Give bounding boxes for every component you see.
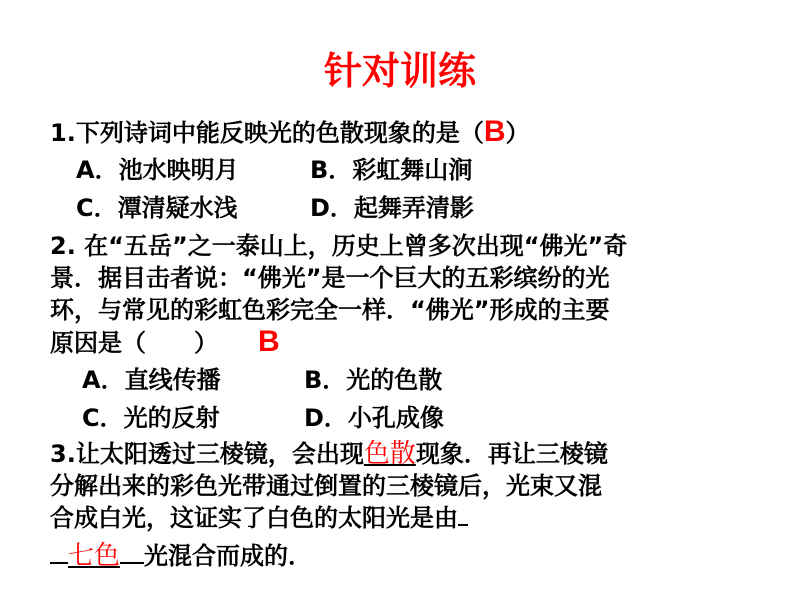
q3-line-1	[50, 438, 608, 470]
q3-line-4	[50, 540, 312, 572]
page-title: 针对训练	[323, 49, 476, 93]
q2-option-b: B．光的色散	[304, 366, 443, 394]
q1-option-c: C．潭清疑水浅	[76, 194, 238, 222]
q1-answer: B	[483, 115, 506, 148]
q1-option-a: A．池水映明月	[76, 156, 239, 184]
q2-option-a: A．直线传播	[82, 366, 221, 394]
q2-line-4	[50, 326, 280, 359]
q3-line1-pre: 3.让太阳透过三棱镜，会出现	[50, 440, 364, 468]
q1-option-b: B．彩虹舞山涧	[310, 156, 473, 184]
q1-close-paren: ）	[505, 119, 530, 147]
q1-stem-line	[50, 116, 530, 149]
q3-blank-2: 七色	[68, 541, 121, 571]
q1-stem: 1.下列诗词中能反映光的色散现象的是（	[50, 119, 484, 147]
q2-line-2: 景．据目击者说：“佛光”是一个巨大的五彩缤纷的光	[50, 264, 610, 292]
q2-line-1: 2. 在“五岳”之一泰山上，历史上曾多次出现“佛光”奇	[50, 232, 628, 260]
q3-line1-post: 现象．再让三棱镜	[415, 440, 608, 468]
q1-option-d: D．起舞弄清影	[310, 194, 474, 222]
q2-answer: B	[258, 325, 280, 358]
q3-blank-2-lead	[50, 540, 68, 564]
q3-blank-2-tail	[120, 540, 144, 564]
q3-line4-post: 光混合而成的．	[144, 542, 313, 570]
q3-line3-text: 合成白光，这证实了白色的太阳光是由	[50, 504, 458, 532]
q2-option-c: C．光的反射	[82, 404, 220, 432]
q3-line-3	[50, 502, 468, 534]
q3-blank-2-start	[458, 502, 468, 526]
q2-line-3: 环，与常见的彩虹色彩完全一样．“佛光”形成的主要	[50, 296, 610, 324]
q2-option-d: D．小孔成像	[304, 404, 444, 432]
q2-stem-end: 原因是（ ）	[50, 329, 218, 357]
q3-blank-1: 色散	[363, 439, 416, 469]
q3-line-2: 分解出来的彩色光带通过倒置的三棱镜后，光束又混	[50, 472, 602, 500]
